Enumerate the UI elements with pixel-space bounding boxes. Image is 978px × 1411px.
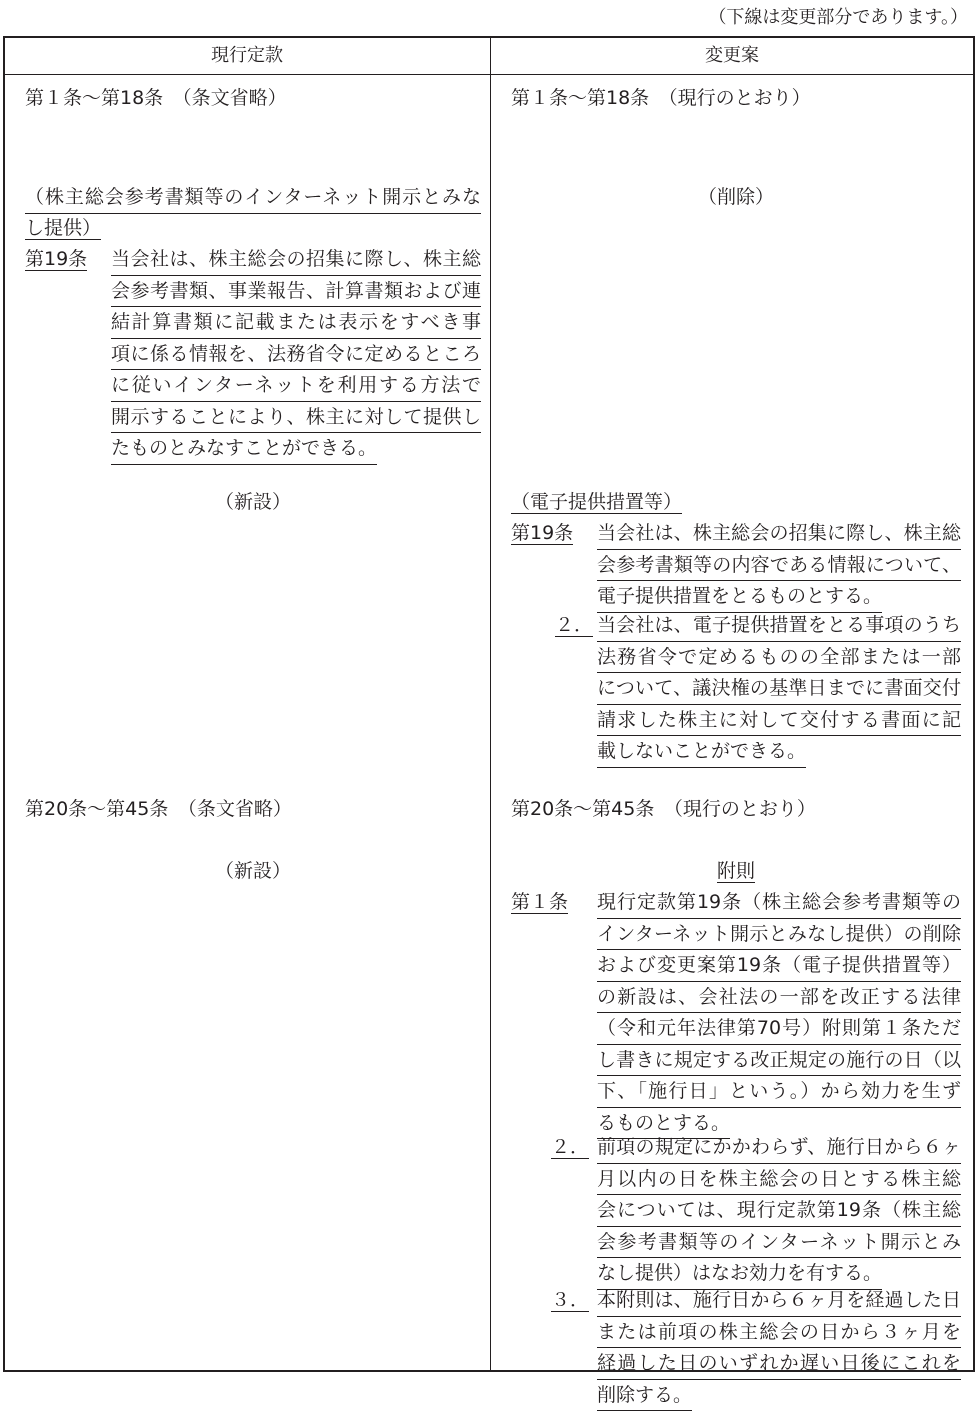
supplementary-art1-number: 第１条: [511, 891, 568, 914]
supplementary-art1-line: （令和元年法律第70号）附則第１条ただ: [597, 1013, 961, 1045]
current-column: [25, 75, 481, 1370]
supplementary-art1-line: 現行定款第19条（株主総会参考書類等の: [597, 887, 961, 919]
supplementary-para2-line: なし提供）はなお効力を有する。: [597, 1258, 882, 1290]
supplementary-art1-line: 下、「施行日」という。）から効力を生ず: [597, 1076, 961, 1108]
proposed-art19-line: 会参考書類等の内容である情報について、: [597, 550, 961, 582]
supplementary-art1-line: インターネット開示とみなし提供）の削除: [597, 919, 961, 951]
supplementary-para2-line: 月以内の日を株主総会の日とする株主総: [597, 1164, 961, 1196]
proposed-art19-line: 電子提供措置をとるものとする。: [597, 581, 882, 613]
proposed-art19-para2-number: ２．: [555, 614, 593, 637]
proposed-art19-para2: [597, 610, 961, 768]
supplementary-para3-line: または前項の株主総会の日から３ヶ月を: [597, 1317, 961, 1349]
supplementary-art1-line: および変更案第19条（電子提供措置等）: [597, 950, 961, 982]
underline-note: （下線は変更部分であります。）: [708, 5, 968, 31]
current-art1-18: 第１条～第18条 （条文省略）: [25, 83, 287, 113]
proposed-art19-line: 当会社は、株主総会の招集に際し、株主総: [597, 518, 961, 550]
proposed-art19-body: [597, 518, 961, 613]
current-art19-line: 会参考書類、事業報告、計算書類および連: [111, 276, 481, 308]
proposed-art19-para2-line: 法務省令で定めるものの全部または一部: [597, 642, 961, 674]
supplementary-para3-line: 本附則は、施行日から６ヶ月を経過した日: [597, 1285, 961, 1317]
supplementary-para3-line: 削除する。: [597, 1380, 692, 1411]
current-new-marker-1: （新設）: [25, 487, 481, 518]
supplementary-para2-line: 前項の規定にかかわらず、施行日から６ヶ: [597, 1132, 961, 1164]
current-art19-heading: （株主総会参考書類等のインターネット開示とみな: [25, 182, 481, 214]
supplementary-art1-line: し書きに規定する改正規定の施行の日（以: [597, 1045, 961, 1077]
current-art19-line: に従いインターネットを利用する方法で: [111, 370, 481, 402]
proposed-art19-number: 第19条: [511, 522, 573, 545]
header-proposed: 変更案: [491, 38, 973, 74]
current-art19-line: 項に係る情報を、法務省令に定めるところ: [111, 339, 481, 371]
proposed-column: [511, 75, 961, 1370]
supplementary-para2: [597, 1132, 961, 1290]
proposed-art20-45: 第20条～第45条 （現行のとおり）: [511, 794, 816, 824]
current-art19-line: 当会社は、株主総会の招集に際し、株主総: [111, 244, 481, 276]
current-art19-number: 第19条: [25, 244, 87, 274]
supplementary-art1-body: [597, 887, 961, 1139]
supplementary-art1-line: の新設は、会社法の一部を改正する法律: [597, 982, 961, 1014]
current-art19-body: [111, 244, 481, 465]
supplementary-heading: 附則: [511, 856, 961, 887]
proposed-art19-para2-line: 請求した株主に対して交付する書面に記: [597, 705, 961, 737]
current-art19-heading-cont: し提供）: [25, 217, 101, 240]
proposed-art19-heading: （電子提供措置等）: [511, 491, 682, 514]
supplementary-para2-line: 会参考書類等のインターネット開示とみ: [597, 1227, 961, 1259]
current-art20-45: 第20条～第45条 （条文省略）: [25, 794, 292, 824]
proposed-deleted-marker: （削除）: [511, 182, 961, 213]
supplementary-para3-number: ３．: [551, 1289, 589, 1312]
supplementary-para2-line: 会については、現行定款第19条（株主総: [597, 1195, 961, 1227]
column-divider: [490, 38, 491, 1370]
current-art19-line: 開示することにより、株主に対して提供し: [111, 402, 481, 434]
supplementary-para3-line: 経過した日のいずれか遅い日後にこれを: [597, 1348, 961, 1380]
proposed-art1-18: 第１条～第18条 （現行のとおり）: [511, 83, 811, 113]
proposed-art19-para2-line: について、議決権の基準日までに書面交付: [597, 673, 961, 705]
supplementary-art1-line: るものとする。: [597, 1108, 730, 1140]
supplementary-para2-number: ２．: [551, 1136, 589, 1159]
current-art19-line: たものとみなすことができる。: [111, 433, 377, 465]
supplementary-para3: [597, 1285, 961, 1411]
proposed-art19-para2-line: 載しないことができる。: [597, 736, 806, 768]
current-art19-line: 結計算書類に記載または表示をすべき事: [111, 307, 481, 339]
header-current: 現行定款: [5, 38, 489, 74]
proposed-art19-para2-line: 当会社は、電子提供措置をとる事項のうち: [597, 610, 961, 642]
amendment-table: [3, 36, 975, 1372]
current-new-marker-2: （新設）: [25, 856, 481, 887]
